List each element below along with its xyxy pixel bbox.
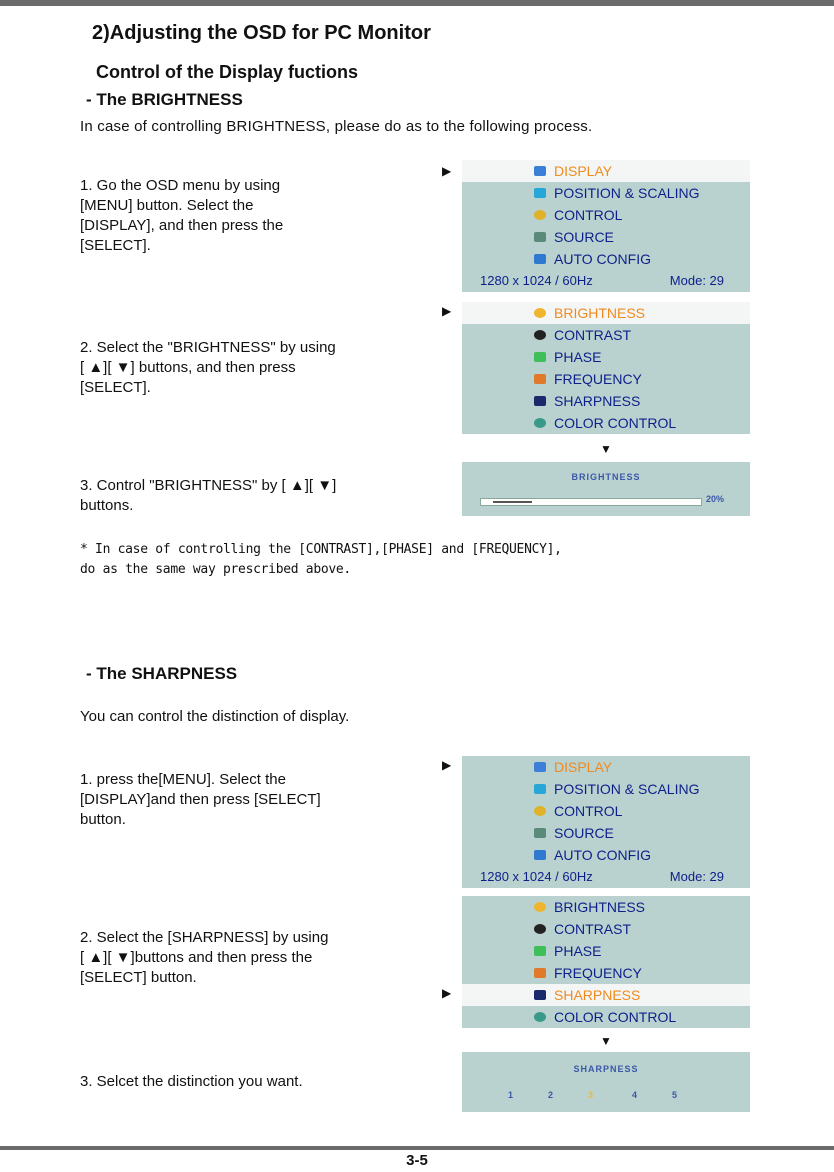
selection-arrow-icon: ▶ [442, 986, 452, 1000]
menu-item-brightness[interactable]: BRIGHTNESS [462, 896, 750, 918]
control-icon [534, 806, 546, 816]
auto-config-icon [534, 850, 546, 860]
sun-icon [534, 902, 546, 912]
mode-readout: Mode: 29 [669, 273, 724, 288]
menu-item-color-control[interactable]: COLOR CONTROL [462, 1006, 750, 1028]
brightness-intro: In case of controlling BRIGHTNESS, please do as to the following process. [80, 118, 593, 135]
down-arrow-icon: ▼ [600, 442, 612, 456]
menu-item-brightness[interactable]: BRIGHTNESS [462, 302, 750, 324]
status-bar [462, 270, 750, 292]
mode-readout: Mode: 29 [669, 869, 724, 884]
resolution-readout: 1280 x 1024 / 60Hz [480, 869, 593, 884]
sharpness-level-3[interactable]: 3 [588, 1090, 594, 1100]
sun-icon [534, 308, 546, 318]
brightness-step-1: 1. Go the OSD menu by using [MENU] button. Select the [DISPLAY], and then press the [SELECT]. [80, 177, 284, 254]
sharpness-description: You can control the distinction of display. [80, 708, 350, 725]
auto-config-icon [534, 254, 546, 264]
sharpness-level-5[interactable]: 5 [672, 1090, 678, 1100]
osd-display-menu-1 [462, 302, 750, 434]
section-subtitle: Control of the Display fuctions [96, 62, 359, 82]
brightness-slider[interactable] [480, 498, 702, 506]
down-arrow-icon: ▼ [600, 1034, 612, 1048]
phase-icon [534, 352, 546, 362]
source-icon [534, 828, 546, 838]
menu-item-position-scaling[interactable]: POSITION & SCALING [462, 182, 750, 204]
menu-item-frequency[interactable]: FREQUENCY [462, 962, 750, 984]
osd-main-menu-2 [462, 756, 750, 888]
sharpness-level-2[interactable]: 2 [548, 1090, 554, 1100]
menu-item-source[interactable]: SOURCE [462, 822, 750, 844]
sharpness-step-3: 3. Selcet the distinction you want. [80, 1073, 303, 1090]
menu-item-contrast[interactable]: CONTRAST [462, 918, 750, 940]
color-control-icon [534, 1012, 546, 1022]
menu-item-control[interactable]: CONTROL [462, 800, 750, 822]
menu-item-position-scaling[interactable]: POSITION & SCALING [462, 778, 750, 800]
brightness-panel-title: BRIGHTNESS [571, 472, 641, 482]
sharpness-step-2: 2. Select the [SHARPNESS] by using [ ▲][ ▼]buttons and then press the [SELECT] button. [80, 929, 329, 986]
contrast-icon [534, 924, 546, 934]
color-control-icon [534, 418, 546, 428]
position-icon [534, 188, 546, 198]
selection-arrow-icon: ▶ [442, 304, 452, 318]
menu-item-display[interactable]: DISPLAY [462, 756, 750, 778]
sharpness-level-4[interactable]: 4 [632, 1090, 638, 1100]
source-icon [534, 232, 546, 242]
menu-item-phase[interactable]: PHASE [462, 346, 750, 368]
status-bar [462, 866, 750, 888]
sharpness-heading: - The SHARPNESS [86, 664, 238, 683]
sharpness-icon [534, 396, 546, 406]
sharpness-panel-title: SHARPNESS [573, 1064, 639, 1074]
page-title: 2)Adjusting the OSD for PC Monitor [92, 22, 431, 44]
brightness-value: 20% [706, 494, 725, 504]
sharpness-step-1: 1. press the[MENU]. Select the [DISPLAY]and then press [SELECT] button. [80, 771, 321, 828]
osd-display-menu-2 [462, 896, 750, 1028]
menu-item-frequency[interactable]: FREQUENCY [462, 368, 750, 390]
bottom-rule [0, 1146, 834, 1150]
brightness-step-2: 2. Select the "BRIGHTNESS" by using [ ▲][ ▼] buttons, and then press [SELECT]. [80, 339, 336, 396]
brightness-heading: - The BRIGHTNESS [86, 90, 243, 109]
display-icon [534, 166, 546, 176]
osd-main-menu-1 [462, 160, 750, 292]
menu-item-contrast[interactable]: CONTRAST [462, 324, 750, 346]
sharpness-panel [462, 1052, 750, 1112]
resolution-readout: 1280 x 1024 / 60Hz [480, 273, 593, 288]
brightness-panel [462, 462, 750, 516]
selection-arrow-icon: ▶ [442, 758, 452, 772]
contrast-icon [534, 330, 546, 340]
frequency-icon [534, 968, 546, 978]
sharpness-icon [534, 990, 546, 1000]
control-icon [534, 210, 546, 220]
menu-item-auto-config[interactable]: AUTO CONFIG [462, 248, 750, 270]
phase-icon [534, 946, 546, 956]
frequency-icon [534, 374, 546, 384]
top-rule [0, 0, 834, 6]
sharpness-level-1[interactable]: 1 [508, 1090, 514, 1100]
brightness-slider-fill [493, 501, 532, 503]
menu-item-source[interactable]: SOURCE [462, 226, 750, 248]
menu-item-phase[interactable]: PHASE [462, 940, 750, 962]
display-icon [534, 762, 546, 772]
page-number: 3-5 [406, 1152, 428, 1169]
brightness-step-3: 3. Control "BRIGHTNESS" by [ ▲][ ▼] buttons. [80, 477, 337, 514]
menu-item-sharpness[interactable]: SHARPNESS [462, 390, 750, 412]
note-text: * In case of controlling the [CONTRAST],[PHASE] and [FREQUENCY], do as the same way prescribed above. [80, 542, 562, 577]
selection-arrow-icon: ▶ [442, 164, 452, 178]
menu-item-auto-config[interactable]: AUTO CONFIG [462, 844, 750, 866]
position-icon [534, 784, 546, 794]
menu-item-sharpness[interactable]: SHARPNESS [462, 984, 750, 1006]
menu-item-color-control[interactable]: COLOR CONTROL [462, 412, 750, 434]
menu-item-display[interactable]: DISPLAY [462, 160, 750, 182]
menu-item-control[interactable]: CONTROL [462, 204, 750, 226]
